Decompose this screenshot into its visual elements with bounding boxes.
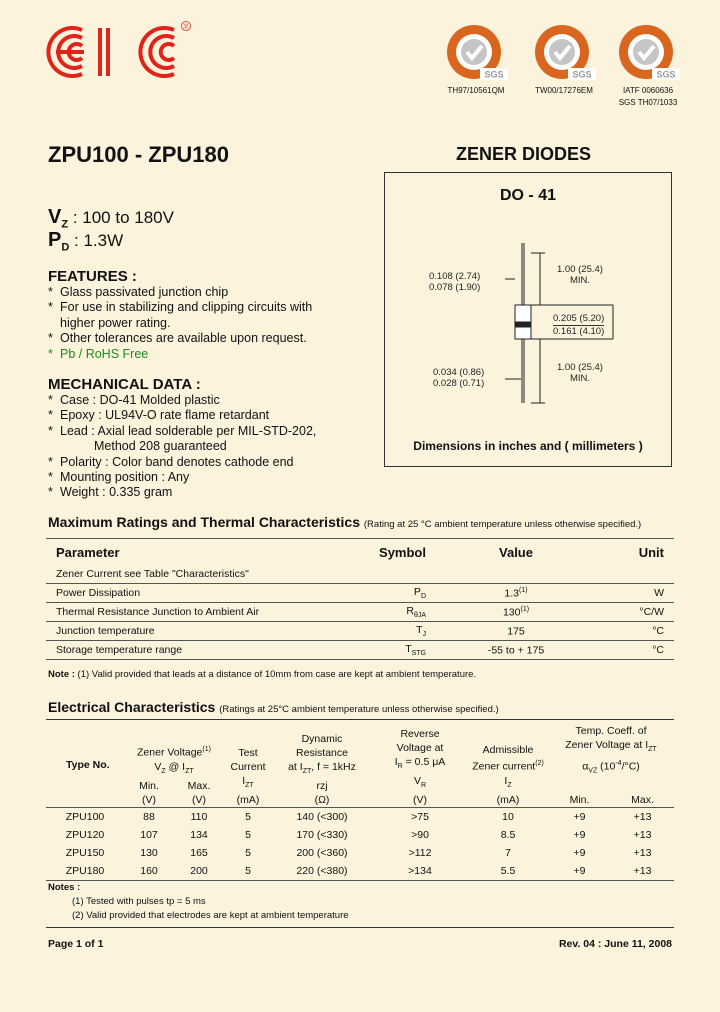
cert-badge-iso9001 <box>434 22 518 96</box>
electrical-heading: Electrical Characteristics (Ratings at 25°C ambient temperature unless otherwise specified.) <box>48 699 499 715</box>
table-row: Storage temperature range $T_{STG}$ -55 to + 175 °C <box>46 641 674 660</box>
list-item: * Epoxy : UL94V-O rate flame retardant <box>48 408 270 423</box>
package-footer: Dimensions in inches and ( millimeters ) <box>413 439 643 453</box>
list-item: * Mounting position : Any <box>48 470 190 485</box>
max-ratings-note: Note : (1) Valid provided that leads at a distance of 10mm from case are kept at ambient temperature. <box>48 669 477 680</box>
list-item: higher power rating. <box>60 315 171 330</box>
cert-number-2: SGS TH07/1033 <box>618 98 678 107</box>
cert-number: TH97/10561QM <box>447 86 505 95</box>
max-ratings-table <box>46 538 674 660</box>
max-ratings-heading: Maximum Ratings and Thermal Characteristics (Rating at 25 °C ambient temperature unless otherwise specified.) <box>48 514 642 530</box>
mechanical-list <box>48 393 316 501</box>
table-row: ZPU120 107 134 5 170 (<330) >90 8.5 +9 +13 <box>65 828 652 841</box>
table-row: Zener Current see Table "Characteristics" <box>56 568 249 580</box>
page-subtitle: ZENER DIODES <box>456 144 592 164</box>
page-title: ZPU100 - ZPU180 <box>48 142 229 167</box>
table-header-row: Parameter Symbol Value Unit <box>56 544 664 560</box>
dim-lead-length-top: 1.00 (25.4) MIN. <box>557 264 603 286</box>
package-title: DO - 41 <box>499 187 556 204</box>
dim-lead-diameter: 0.108 (2.74) 0.078 (1.90) <box>429 271 481 293</box>
list-item: * Other tolerances are available upon request. <box>48 331 307 346</box>
list-item: * For use in stabilizing and clipping circuits with <box>48 300 313 315</box>
sgs-label: SGS <box>656 69 676 80</box>
note-1: (1) Tested with pulses tp = 5 ms <box>72 896 206 907</box>
list-item: * Glass passivated junction chip <box>48 285 229 299</box>
sgs-label: SGS <box>572 69 592 80</box>
table-row: ZPU180 160 200 5 220 (<380) >134 5.5 +9 +13 <box>46 862 674 881</box>
do41-diagram <box>385 173 671 466</box>
list-item: * Lead : Axial lead solderable per MIL-STD-202, <box>48 423 317 438</box>
note-2: (2) Valid provided that electrodes are kept at ambient temperature <box>72 910 349 921</box>
cert-number: IATF 0060636 <box>622 86 674 95</box>
cert-seal-icon <box>528 22 600 84</box>
table-header-row: Type No. Zener Voltage$^{(1)}$ $V_Z$ @ $I_{ZT}$ Test Current $I_{ZT}$ (mA) Dynamic Resistance at $I_{ZT}$, f = 1kHz rzj (Ω) Reverse Voltage at $I_R = 0.5$ μA $V_R$ (V) Admissible Zener current$^{(2)}$ $I_Z$ (mA) Temp. Coeff. of Zener Voltage at $I_{ZT}$ $\alpha_{VZ}$ $(10^{-4}/^\circ C)$ <box>66 725 657 806</box>
eic-logo <box>34 20 194 82</box>
divider <box>46 719 674 720</box>
table-subheader-row: Min. (V) Max. (V) Min. Max. <box>139 779 654 806</box>
divider <box>46 927 674 928</box>
table-row: Power Dissipation $P_D$ 1.3$^{(1)}$ W <box>46 584 674 603</box>
cert-number: TW00/17276EM <box>535 86 593 95</box>
cert-seal-icon <box>612 22 684 84</box>
sgs-label: SGS <box>484 69 504 80</box>
table-row: ZPU100 88 110 5 140 (<300) >75 10 +9 +13 <box>46 807 674 826</box>
list-item-rohs: * Pb / RoHS Free <box>48 346 149 361</box>
features-list <box>48 285 312 362</box>
revision-date: Rev. 04 : June 11, 2008 <box>558 938 672 950</box>
table-row: Thermal Resistance Junction to Ambient Air $R_{\theta JA}$ 130$^{(1)}$ °C/W <box>46 603 674 622</box>
list-item: * Weight : 0.335 gram <box>48 485 173 500</box>
page-number: Page 1 of 1 <box>48 938 104 950</box>
dim-body-length: 0.205 (5.20) 0.161 (4.10) <box>553 313 605 337</box>
spec-pd: $P_D$ : 1.3W <box>48 229 124 254</box>
package-outline-box <box>384 172 672 467</box>
electrical-table <box>46 724 674 881</box>
cert-badge-ts16949 <box>606 22 690 108</box>
dim-lead-length-bottom: 1.00 (25.4) MIN. <box>557 362 603 384</box>
list-item: * Case : DO-41 Molded plastic <box>48 393 220 407</box>
notes-label: Notes : <box>48 882 81 893</box>
registered-mark: ® <box>183 24 189 31</box>
cert-badge-iso14001 <box>522 22 606 96</box>
cert-seal-icon <box>440 22 512 84</box>
features-heading: FEATURES : <box>48 268 137 285</box>
mechanical-heading: MECHANICAL DATA : <box>48 376 201 393</box>
spec-vz: $V_Z$ : 100 to 180V <box>48 206 174 231</box>
dim-wire-diameter: 0.034 (0.86) 0.028 (0.71) <box>433 367 485 389</box>
list-item: Method 208 guaranteed <box>94 439 227 454</box>
table-row: Junction temperature $T_J$ 175 °C <box>46 622 674 641</box>
table-row: ZPU150 130 165 5 200 (<360) >112 7 +9 +13 <box>65 846 652 859</box>
list-item: * Polarity : Color band denotes cathode end <box>48 454 294 469</box>
